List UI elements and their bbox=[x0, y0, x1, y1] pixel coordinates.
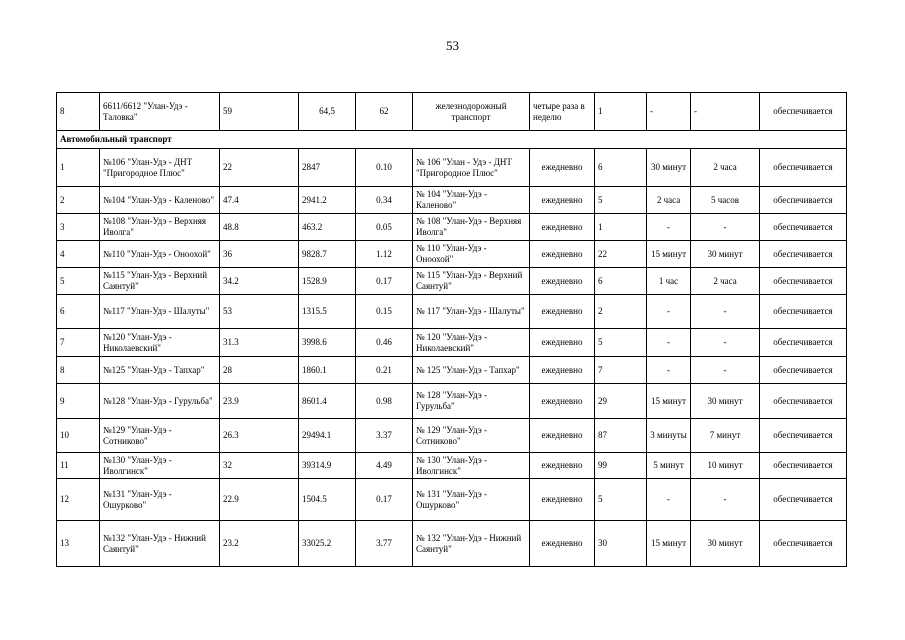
route-name: №129 "Улан-Удэ - Сотниково" bbox=[100, 419, 220, 453]
travel-time: - bbox=[691, 357, 760, 384]
table-row bbox=[57, 214, 847, 241]
travel-time: 2 часа bbox=[691, 149, 760, 187]
interval: - bbox=[647, 329, 691, 357]
route-volume: 1504.5 bbox=[299, 479, 356, 521]
route-name: №125 "Улан-Удэ - Тапхар" bbox=[100, 357, 220, 384]
status: обеспечивается bbox=[760, 521, 847, 567]
schedule: ежедневно bbox=[530, 149, 595, 187]
route-length: 31.3 bbox=[220, 329, 299, 357]
travel-time: - bbox=[691, 329, 760, 357]
travel-time: - bbox=[691, 479, 760, 521]
route-name: №110 "Улан-Удэ - Оноохой" bbox=[100, 241, 220, 268]
row-number: 10 bbox=[57, 419, 100, 453]
row-number: 3 bbox=[57, 214, 100, 241]
interval: - bbox=[647, 357, 691, 384]
travel-time: - bbox=[691, 214, 760, 241]
schedule: ежедневно bbox=[530, 295, 595, 329]
row-number: 1 bbox=[57, 149, 100, 187]
route-name: 6611/6612 "Улан-Удэ - Таловка" bbox=[100, 93, 220, 131]
route-length: 53 bbox=[220, 295, 299, 329]
route-length: 23.2 bbox=[220, 521, 299, 567]
route-cost: 3.77 bbox=[356, 521, 413, 567]
table-row bbox=[57, 268, 847, 295]
route-name: №120 "Улан-Удэ - Николаевский" bbox=[100, 329, 220, 357]
transport-type: № 130 "Улан-Удэ - Иволгинск" bbox=[413, 453, 530, 479]
route-length: 36 bbox=[220, 241, 299, 268]
trip-count: 29 bbox=[595, 384, 647, 419]
interval: 15 минут bbox=[647, 384, 691, 419]
interval: - bbox=[647, 214, 691, 241]
schedule: ежедневно bbox=[530, 268, 595, 295]
schedule: четыре раза в неделю bbox=[530, 93, 595, 131]
trip-count: 5 bbox=[595, 187, 647, 214]
route-volume: 1860.1 bbox=[299, 357, 356, 384]
route-cost: 62 bbox=[356, 93, 413, 131]
trip-count: 99 bbox=[595, 453, 647, 479]
table-row bbox=[57, 93, 847, 131]
route-name: №108 "Улан-Удэ - Верхняя Иволга" bbox=[100, 214, 220, 241]
route-volume: 1315.5 bbox=[299, 295, 356, 329]
route-volume: 39314.9 bbox=[299, 453, 356, 479]
route-volume: 33025.2 bbox=[299, 521, 356, 567]
route-name: №132 "Улан-Удэ - Нижний Саянтуй" bbox=[100, 521, 220, 567]
row-number: 12 bbox=[57, 479, 100, 521]
trip-count: 7 bbox=[595, 357, 647, 384]
route-cost: 1.12 bbox=[356, 241, 413, 268]
route-volume: 64,5 bbox=[299, 93, 356, 131]
route-volume: 3998.6 bbox=[299, 329, 356, 357]
row-number: 5 bbox=[57, 268, 100, 295]
route-volume: 2847 bbox=[299, 149, 356, 187]
interval: 15 минут bbox=[647, 241, 691, 268]
schedule: ежедневно bbox=[530, 357, 595, 384]
schedule: ежедневно bbox=[530, 419, 595, 453]
route-cost: 0.21 bbox=[356, 357, 413, 384]
route-length: 22 bbox=[220, 149, 299, 187]
schedule: ежедневно bbox=[530, 479, 595, 521]
route-length: 32 bbox=[220, 453, 299, 479]
schedule: ежедневно bbox=[530, 521, 595, 567]
route-length: 34.2 bbox=[220, 268, 299, 295]
route-volume: 8601.4 bbox=[299, 384, 356, 419]
table-row bbox=[57, 149, 847, 187]
table-row bbox=[57, 384, 847, 419]
route-name: №115 "Улан-Удэ - Верхний Саянтуй" bbox=[100, 268, 220, 295]
interval: - bbox=[647, 93, 691, 131]
route-name: №106 "Улан-Удэ - ДНТ "Пригородное Плюс" bbox=[100, 149, 220, 187]
travel-time: 30 минут bbox=[691, 521, 760, 567]
transport-type: № 106 "Улан - Удэ - ДНТ "Пригородное Плюс" bbox=[413, 149, 530, 187]
table-row bbox=[57, 357, 847, 384]
row-number: 8 bbox=[57, 357, 100, 384]
status: обеспечивается bbox=[760, 357, 847, 384]
route-length: 28 bbox=[220, 357, 299, 384]
transport-type: № 115 "Улан-Удэ - Верхний Саянтуй" bbox=[413, 268, 530, 295]
transport-type: № 129 "Улан-Удэ - Сотниково" bbox=[413, 419, 530, 453]
transport-type: № 108 "Улан-Удэ - Верхняя Иволга" bbox=[413, 214, 530, 241]
status: обеспечивается bbox=[760, 295, 847, 329]
interval: 3 минуты bbox=[647, 419, 691, 453]
section-title: Автомобильный транспорт bbox=[57, 131, 847, 149]
route-length: 22.9 bbox=[220, 479, 299, 521]
route-name: №130 "Улан-Удэ - Иволгинск" bbox=[100, 453, 220, 479]
schedule: ежедневно bbox=[530, 241, 595, 268]
section-row bbox=[57, 131, 847, 149]
route-cost: 0.17 bbox=[356, 479, 413, 521]
row-number: 7 bbox=[57, 329, 100, 357]
status: обеспечивается bbox=[760, 479, 847, 521]
route-name: №104 "Улан-Удэ - Каленово" bbox=[100, 187, 220, 214]
route-cost: 0.46 bbox=[356, 329, 413, 357]
trip-count: 1 bbox=[595, 93, 647, 131]
route-volume: 29494.1 bbox=[299, 419, 356, 453]
travel-time: 30 минут bbox=[691, 384, 760, 419]
transport-type: № 132 "Улан-Удэ - Нижний Саянтуй" bbox=[413, 521, 530, 567]
table-row bbox=[57, 479, 847, 521]
route-length: 23.9 bbox=[220, 384, 299, 419]
transport-type: № 117 "Улан-Удэ - Шалуты" bbox=[413, 295, 530, 329]
status: обеспечивается bbox=[760, 187, 847, 214]
route-cost: 0.17 bbox=[356, 268, 413, 295]
route-volume: 2941.2 bbox=[299, 187, 356, 214]
route-cost: 0.34 bbox=[356, 187, 413, 214]
travel-time: - bbox=[691, 295, 760, 329]
status: обеспечивается bbox=[760, 214, 847, 241]
transport-type: железнодорожный транспорт bbox=[413, 93, 530, 131]
trip-count: 5 bbox=[595, 329, 647, 357]
route-cost: 0.98 bbox=[356, 384, 413, 419]
route-length: 59 bbox=[220, 93, 299, 131]
travel-time: 7 минут bbox=[691, 419, 760, 453]
status: обеспечивается bbox=[760, 93, 847, 131]
trip-count: 22 bbox=[595, 241, 647, 268]
table-row bbox=[57, 521, 847, 567]
trip-count: 6 bbox=[595, 268, 647, 295]
interval: 15 минут bbox=[647, 521, 691, 567]
schedule: ежедневно bbox=[530, 187, 595, 214]
route-cost: 4.49 bbox=[356, 453, 413, 479]
row-number: 13 bbox=[57, 521, 100, 567]
status: обеспечивается bbox=[760, 453, 847, 479]
interval: - bbox=[647, 295, 691, 329]
table-row bbox=[57, 419, 847, 453]
schedule: ежедневно bbox=[530, 329, 595, 357]
status: обеспечивается bbox=[760, 329, 847, 357]
route-cost: 0.15 bbox=[356, 295, 413, 329]
status: обеспечивается bbox=[760, 241, 847, 268]
route-length: 26.3 bbox=[220, 419, 299, 453]
route-length: 48.8 bbox=[220, 214, 299, 241]
transport-type: № 128 "Улан-Удэ - Гурульба" bbox=[413, 384, 530, 419]
interval: 5 минут bbox=[647, 453, 691, 479]
status: обеспечивается bbox=[760, 268, 847, 295]
row-number: 8 bbox=[57, 93, 100, 131]
row-number: 6 bbox=[57, 295, 100, 329]
route-name: №128 "Улан-Удэ - Гурульба" bbox=[100, 384, 220, 419]
interval: 30 минут bbox=[647, 149, 691, 187]
route-volume: 463.2 bbox=[299, 214, 356, 241]
table-row bbox=[57, 453, 847, 479]
route-name: №117 "Улан-Удэ - Шалуты" bbox=[100, 295, 220, 329]
interval: 2 часа bbox=[647, 187, 691, 214]
transport-type: № 125 "Улан-Удэ - Тапхар" bbox=[413, 357, 530, 384]
travel-time: 2 часа bbox=[691, 268, 760, 295]
trip-count: 5 bbox=[595, 479, 647, 521]
page-number: 53 bbox=[446, 38, 459, 53]
travel-time: 30 минут bbox=[691, 241, 760, 268]
route-length: 47.4 bbox=[220, 187, 299, 214]
transport-type: № 110 "Улан-Удэ - Оноохой" bbox=[413, 241, 530, 268]
route-volume: 1528.9 bbox=[299, 268, 356, 295]
route-volume: 9828.7 bbox=[299, 241, 356, 268]
status: обеспечивается bbox=[760, 149, 847, 187]
route-cost: 3.37 bbox=[356, 419, 413, 453]
trip-count: 87 bbox=[595, 419, 647, 453]
trip-count: 2 bbox=[595, 295, 647, 329]
schedule: ежедневно bbox=[530, 214, 595, 241]
trip-count: 1 bbox=[595, 214, 647, 241]
table-row bbox=[57, 241, 847, 268]
route-cost: 0.10 bbox=[356, 149, 413, 187]
table-row bbox=[57, 329, 847, 357]
route-cost: 0.05 bbox=[356, 214, 413, 241]
schedule: ежедневно bbox=[530, 384, 595, 419]
transport-type: № 104 "Улан-Удэ - Каленово" bbox=[413, 187, 530, 214]
row-number: 2 bbox=[57, 187, 100, 214]
routes-table bbox=[56, 92, 847, 567]
table-row bbox=[57, 187, 847, 214]
interval: 1 час bbox=[647, 268, 691, 295]
schedule: ежедневно bbox=[530, 453, 595, 479]
route-name: №131 "Улан-Удэ - Ошурково" bbox=[100, 479, 220, 521]
row-number: 11 bbox=[57, 453, 100, 479]
travel-time: - bbox=[691, 93, 760, 131]
row-number: 9 bbox=[57, 384, 100, 419]
status: обеспечивается bbox=[760, 419, 847, 453]
row-number: 4 bbox=[57, 241, 100, 268]
trip-count: 30 bbox=[595, 521, 647, 567]
status: обеспечивается bbox=[760, 384, 847, 419]
travel-time: 5 часов bbox=[691, 187, 760, 214]
transport-type: № 120 "Улан-Удэ - Николаевский" bbox=[413, 329, 530, 357]
interval: - bbox=[647, 479, 691, 521]
trip-count: 6 bbox=[595, 149, 647, 187]
travel-time: 10 минут bbox=[691, 453, 760, 479]
transport-type: № 131 "Улан-Удэ - Ошурково" bbox=[413, 479, 530, 521]
table-row bbox=[57, 295, 847, 329]
